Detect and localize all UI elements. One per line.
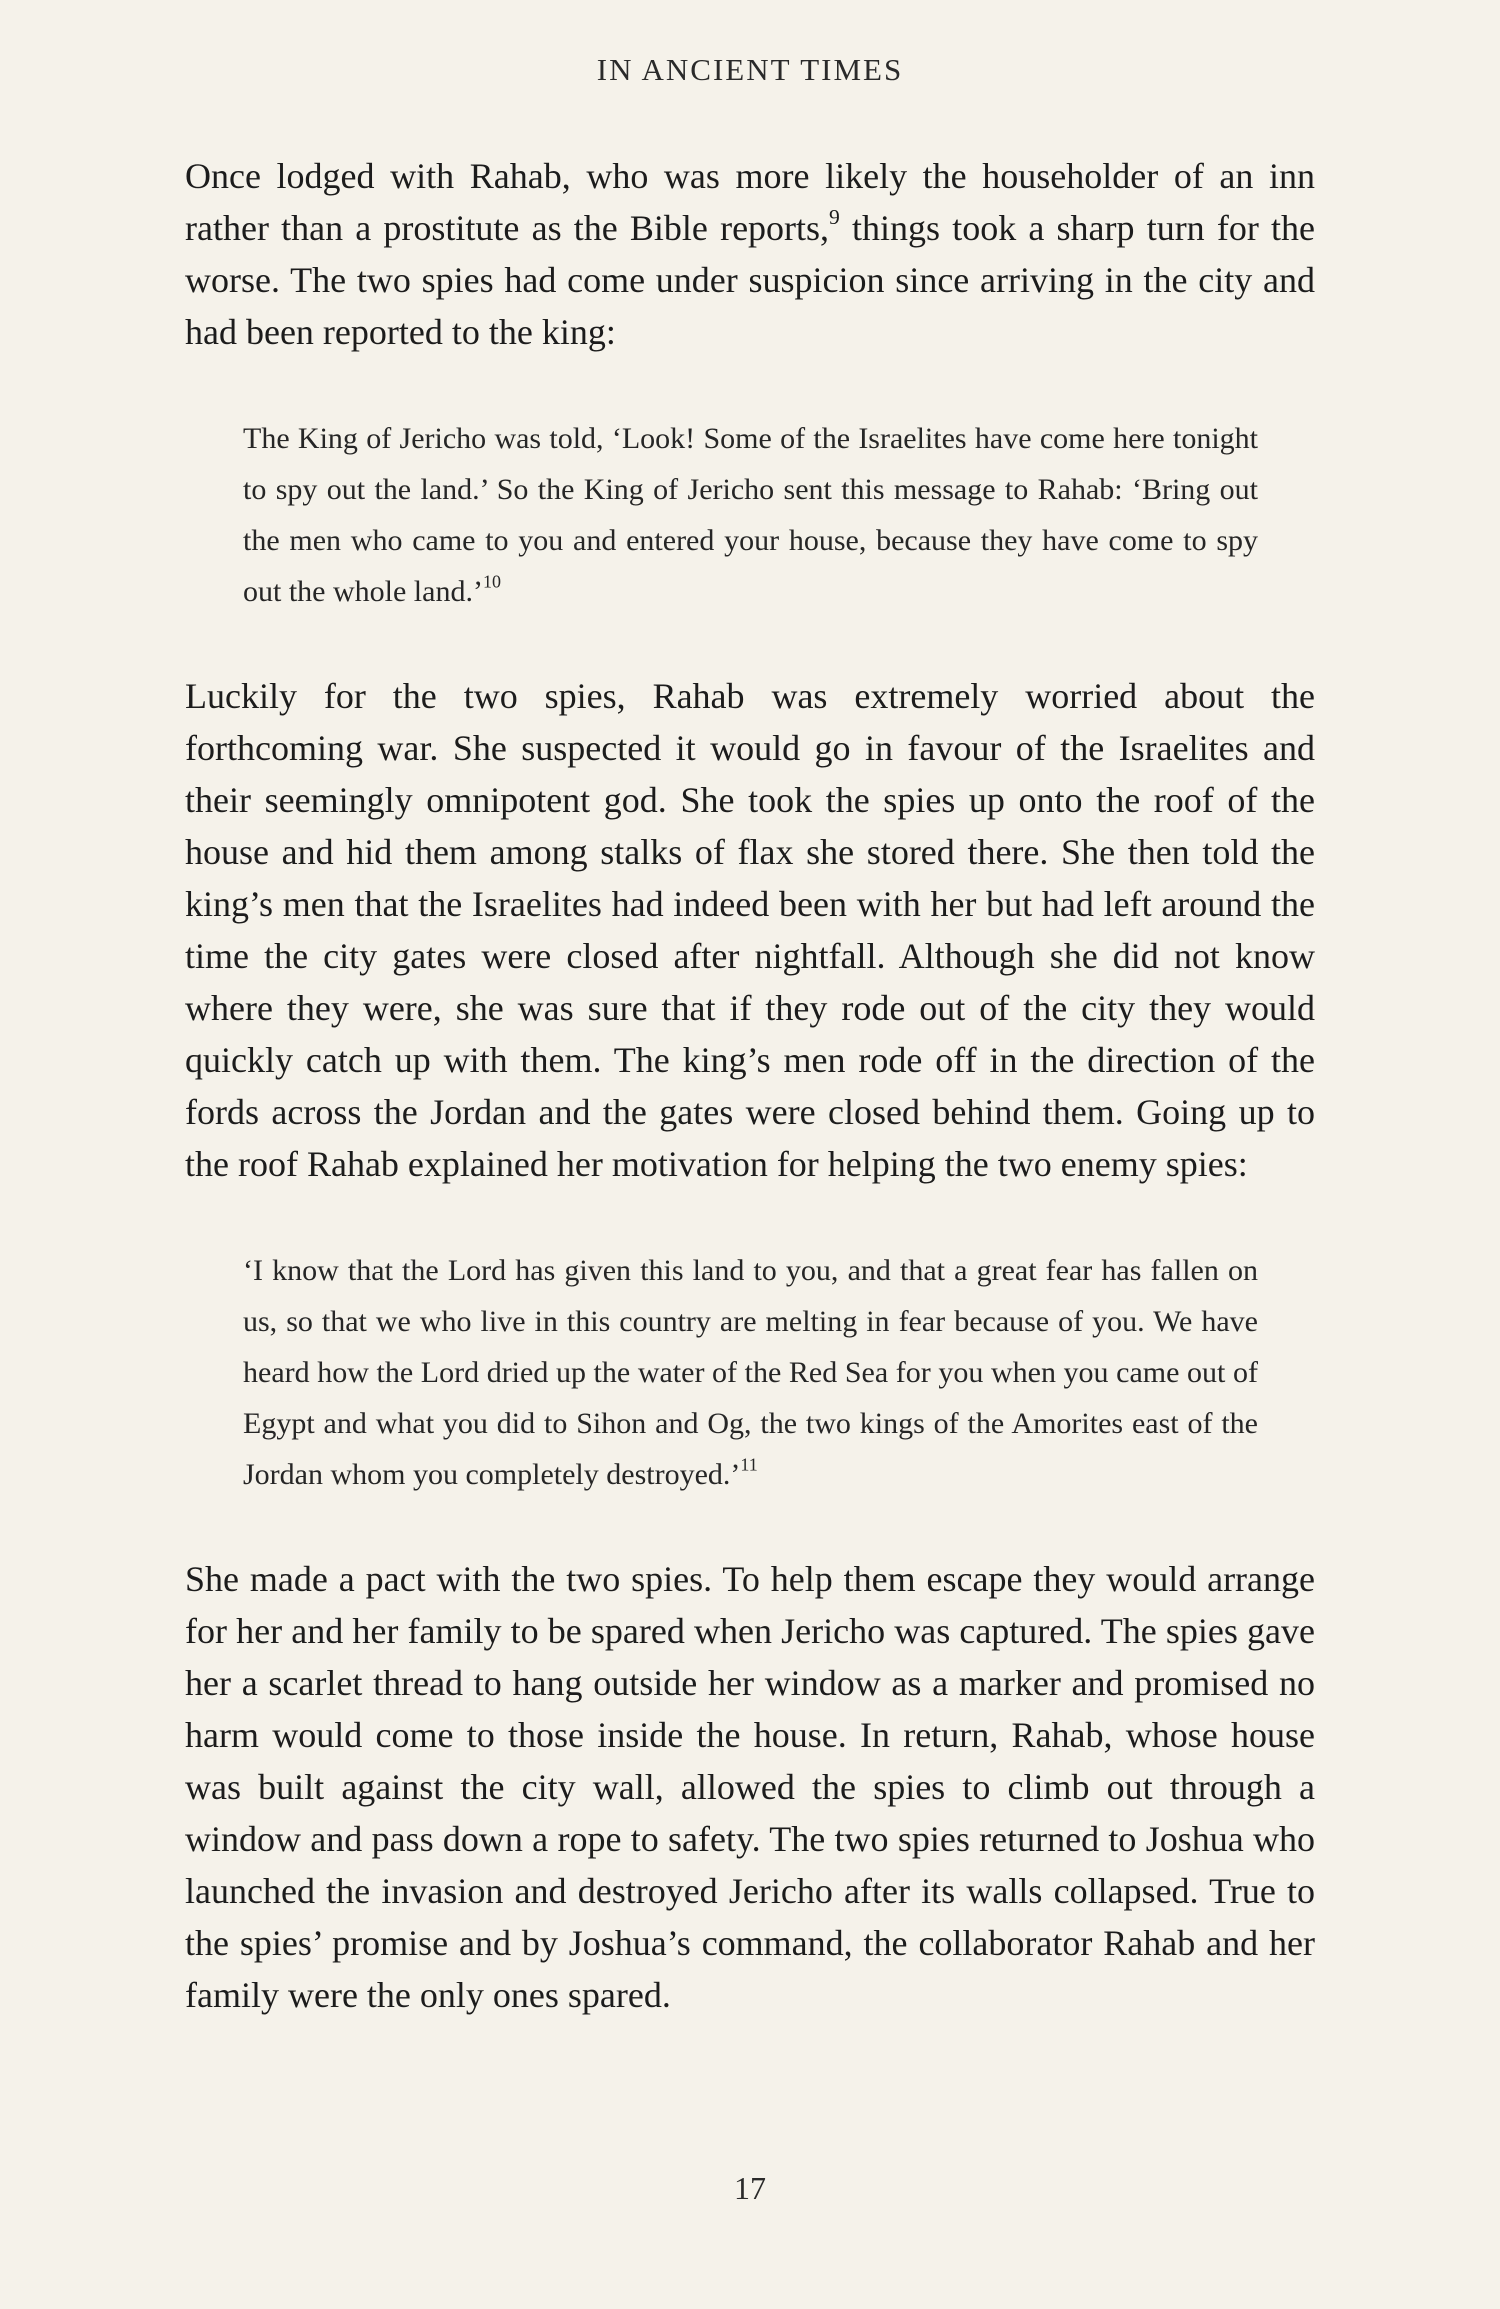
block-quote-1 xyxy=(243,413,1258,617)
page-number: 17 xyxy=(734,2170,766,2206)
block-quote-2-text: ‘I know that the Lord has given this land to you, and that a great fear has fallen on us, so that we who live in this country are melting in fear because of you. We have heard how the Lord dried up the water of the Red Sea for you when you came out of Egypt and what you did to Sihon and Og, the two kings of the Amorites east of the Jordan whom you completely destroyed.’ xyxy=(243,1254,1258,1491)
paragraph-3: She made a pact with the two spies. To help them escape they would arrange for her and her family to be spared when Jericho was captured. The spies gave her a scarlet thread to hang outside her window as a marker and promised no harm would come to those inside the house. In return, Rahab, whose house was built against the city wall, allowed the spies to climb out through a window and pass down a rope to safety. The two spies returned to Joshua who launched the invasion and destroyed Jericho after its walls collapsed. True to the spies’ promise and by Joshua’s command, the collaborator Rahab and her family were the only ones spared. xyxy=(185,1559,1315,2015)
paragraph-1 xyxy=(185,150,1315,358)
footnote-ref-10: 10 xyxy=(482,571,501,592)
block-quote-2 xyxy=(243,1245,1258,1500)
paragraph-1-text-b: things took a sharp turn for the worse. The two spies had come under suspicion since arriving in the city and had been reported to the king: xyxy=(185,208,1315,352)
footnote-ref-9: 9 xyxy=(829,204,840,229)
body-text xyxy=(185,150,1315,2021)
running-head: IN ANCIENT TIMES xyxy=(596,52,904,87)
block-quote-1-text: The King of Jericho was told, ‘Look! Some of the Israelites have come here tonight to spy out the land.’ So the King of Jericho sent this message to Rahab: ‘Bring out the men who came to you and entered your house, because they have come to spy out the whole land.’ xyxy=(243,422,1258,608)
paragraph-2: Luckily for the two spies, Rahab was extremely worried about the forthcoming war. She suspected it would go in favour of the Israelites and their seemingly omnipotent god. She took the spies up onto the roof of the house and hid them among stalks of flax she stored there. She then told the king’s men that the Israelites had indeed been with her but had left around the time the city gates were closed after nightfall. Although she did not know where they were, she was sure that if they rode out of the city they would quickly catch up with them. The king’s men rode off in the direction of the fords across the Jordan and the gates were closed behind them. Going up to the roof Rahab explained her motivation for helping the two enemy spies: xyxy=(185,676,1315,1184)
footnote-ref-11: 11 xyxy=(740,1454,758,1475)
paragraph-1-text-a: Once lodged with Rahab, who was more likely the householder of an inn rather than a prostitute as the Bible reports, xyxy=(185,156,1315,248)
